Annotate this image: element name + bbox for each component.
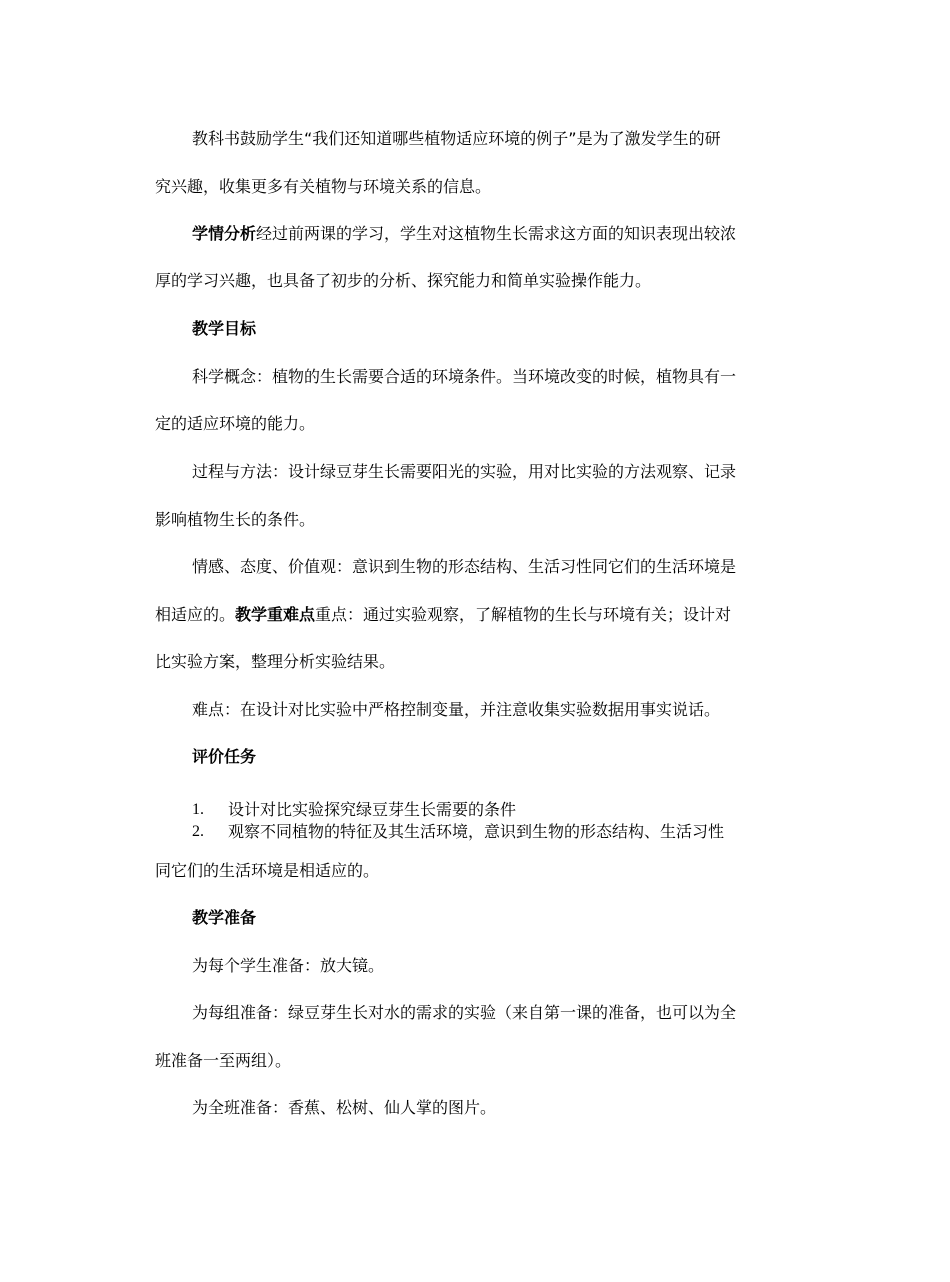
student-analysis-text: 经过前两课的学习，学生对这植物生长需求这方面的知识表现出较浓	[256, 224, 737, 243]
paragraph-student-analysis-line2: 厚的学习兴趣，也具备了初步的分析、探究能力和简单实验操作能力。	[155, 271, 652, 290]
paragraph-process-line2: 影响植物生长的条件。	[155, 510, 316, 529]
paragraph-emotion-line3: 比实验方案，整理分析实验结果。	[155, 652, 396, 671]
paragraph-prep-student: 为每个学生准备：放大镜。	[192, 956, 385, 975]
heading-student-analysis: 学情分析	[192, 224, 257, 243]
paragraph-process-line1: 过程与方法：设计绿豆芽生长需要阳光的实验，用对比实验的方法观察、记录	[192, 462, 737, 481]
list-item-text: 设计对比实验探究绿豆芽生长需要的条件	[228, 800, 517, 819]
list-item-number: 2.	[192, 823, 204, 840]
paragraph-concept-line1: 科学概念：植物的生长需要合适的环境条件。当环境改变的时候，植物具有一	[192, 367, 737, 386]
paragraph-student-analysis-line1	[192, 223, 736, 245]
paragraph-prep-group-line2: 班准备一至两组）。	[155, 1051, 292, 1070]
paragraph-prep-group-line1: 为每组准备：绿豆芽生长对水的需求的实验（来自第一课的准备，也可以为全	[192, 1003, 737, 1022]
paragraph-prep-class: 为全班准备：香蕉、松树、仙人掌的图片。	[192, 1098, 497, 1117]
paragraph-emotion-line2	[155, 604, 731, 626]
paragraph-intro-line2: 究兴趣，收集更多有关植物与环境关系的信息。	[155, 177, 492, 196]
paragraph-difficulty: 难点：在设计对比实验中严格控制变量，并注意收集实验数据用事实说话。	[192, 700, 721, 719]
paragraph-intro-line1: 教科书鼓励学生“我们还知道哪些植物适应环境的例子”是为了激发学生的研	[192, 129, 721, 148]
paragraph-emotion-line1: 情感、态度、价值观：意识到生物的形态结构、生活习性同它们的生活环境是	[192, 557, 737, 576]
heading-evaluation-tasks: 评价任务	[192, 747, 257, 766]
list-item-text: 观察不同植物的特征及其生活环境，意识到生物的形态结构、生活习性	[228, 822, 725, 841]
list-item-continuation: 同它们的生活环境是相适应的。	[155, 861, 380, 880]
emotion-line-start: 相适应的。	[155, 605, 236, 624]
key-points-text: 重点：通过实验观察，了解植物的生长与环境有关；设计对	[315, 605, 732, 624]
heading-teaching-goals: 教学目标	[192, 319, 257, 338]
list-item-number: 1.	[192, 801, 204, 818]
heading-teaching-preparation: 教学准备	[192, 908, 257, 927]
heading-key-difficult-points: 教学重难点	[235, 605, 316, 624]
paragraph-concept-line2: 定的适应环境的能力。	[155, 414, 316, 433]
